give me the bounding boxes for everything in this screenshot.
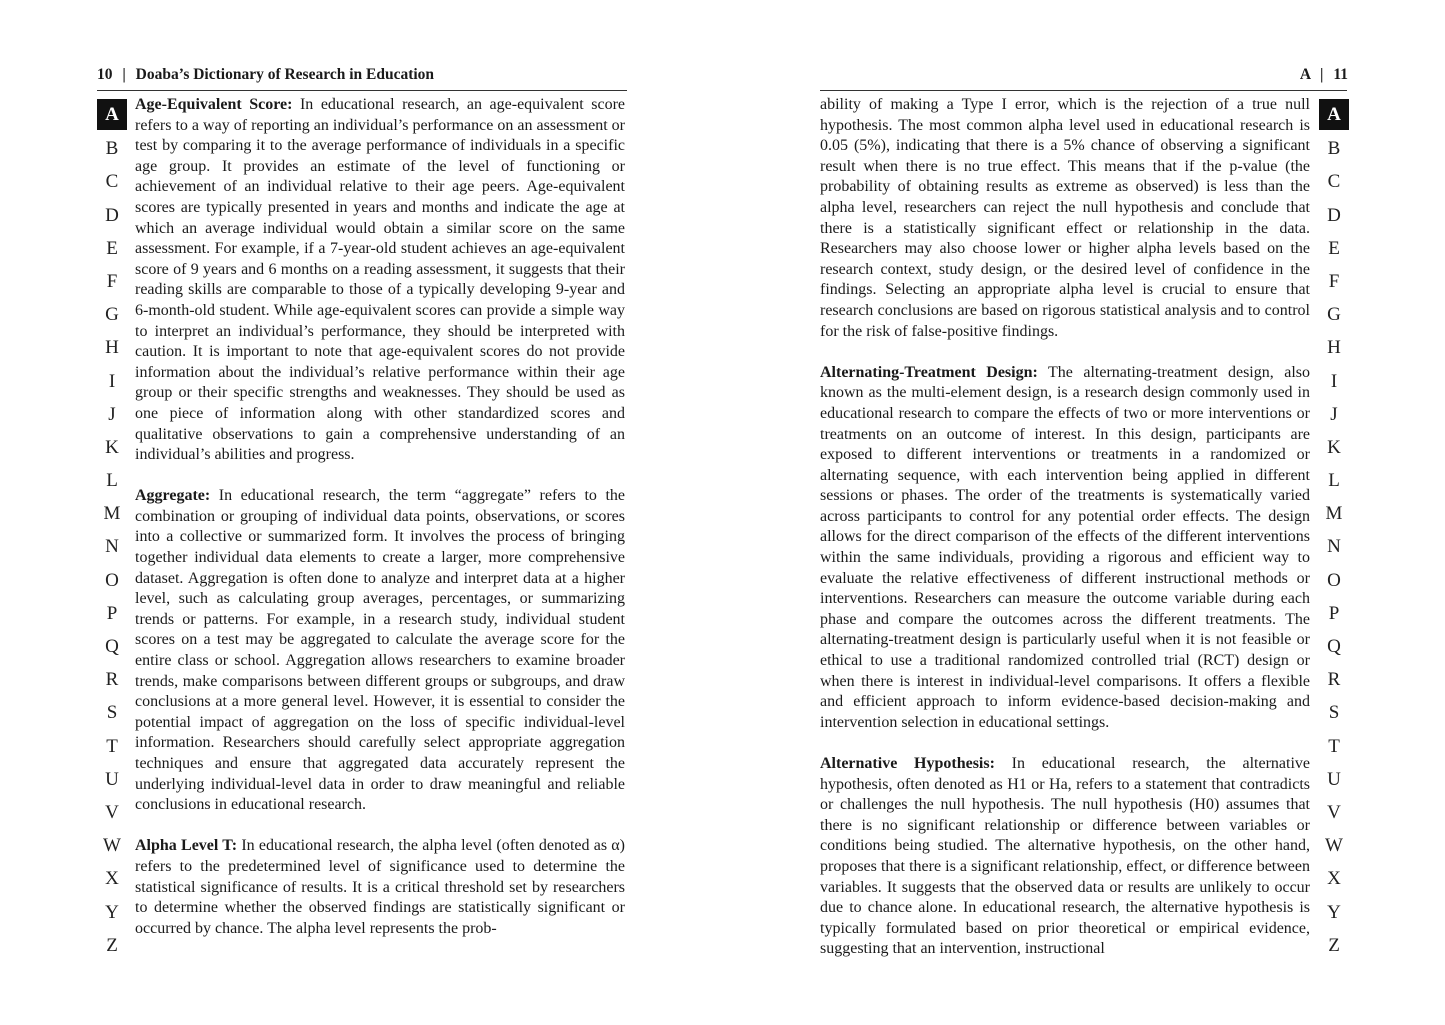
thumb-index-letter-x: X [105,868,119,890]
thumb-index-letter-q: Q [1327,636,1341,657]
entry-definition: The alternating-treatment design, also known as the multi-element design, is a research design commonly used in educational research to compare the effects of two or more interventions or treatments on an outcome of interest. In this design, participants are exposed to different interventions or treatments in a randomized or alternating sequence, with each intervention being applied in different sessions or phases. The order of the treatments is systematically varied across participants to control for any potential order effects. The design allows for the direct comparison of the effects of the different interventions within the same individuals, providing a rigorous and efficient way to evaluate the relative effectiveness of different instructional methods or interventions. Researchers can measure the outcome variable during each phase and compare the outcomes across the different treatments. The alternating-treatment design is particularly useful when it is not feasible or ethical to use a traditional randomized controlled trial (RCT) design or when there is interest in individual-level comparisons. It offers a flexible and efficient approach to inform evidence-based decision-making and intervention selection in educational settings. [820,363,1310,731]
entry-definition: ability of making a Type I error, which is the rejection of a true null hypothesis. The most common alpha level used in educational research is 0.05 (5%), indicating that there is a 5% chance of observing a significant result when there is no true effect. This means that if the p-value (the probability of obtaining results as extreme as observed) is less than the alpha level, researchers can reject the null hypothesis and conclude that there is a statistically significant effect or relationship in the data. Researchers may also choose lower or higher alpha levels based on the research context, study design, or the desired level of confidence in the findings. Selecting an appropriate alpha level is crucial to ensure that research conclusions are based on rigorous statistical analysis and to control for the risk of false-positive findings. [820,96,1310,340]
thumb-index-letter-k: K [1327,436,1341,458]
entry-term: Alpha Level T: [135,837,238,855]
entry-term: Aggregate: [135,487,211,505]
header-rule [97,90,627,91]
page-body [135,95,625,939]
thumb-index-letter-m: M [103,503,121,525]
thumb-index-letter-v: V [105,801,119,823]
header-separator: | [1320,66,1324,83]
thumb-index-letter-r: R [105,669,119,691]
thumb-index-letter-a: A [97,99,127,130]
entry-definition: In educational research, the alpha level (often denoted as α) refers to the predetermined level of significance used to determine the statistical significance of results. It is a critical threshold set by researchers to determine whether the observed findings are statistically significant or occurred by chance. The alpha level represents the prob- [135,837,625,937]
thumb-index-letter-o: O [105,569,119,591]
header-separator: | [122,66,126,83]
dictionary-entry [135,95,625,466]
thumb-index-letter-c: C [105,171,119,193]
running-title: A [1299,66,1311,83]
thumb-index-letter-n: N [105,536,119,558]
thumb-index-letter-y: Y [1327,901,1341,923]
thumb-index-letter-o: O [1327,569,1341,591]
thumb-index-letter-p: P [1328,602,1340,624]
thumb-index-letter-p: P [106,602,118,624]
thumb-index-letter-x: X [1327,868,1341,890]
entry-definition: In educational research, the term “aggregate” refers to the combination or grouping of individual data points, observations, or scores into a collective or summarized form. It involves the process of bringing together individual data elements to create a larger, more comprehensive dataset. Aggregation is often done to analyze and interpret data at a higher level, such as calculating group averages, percentages, or summarizing trends or patterns. For example, in a research study, individual student scores on a test may be aggregated to calculate the average score for the entire class or school. Aggregation allows researchers to examine broader trends, make comparisons between different groups or subgroups, and draw conclusions at a more general level. However, it is essential to consider the potential impact of aggregation on the loss of specific individual-level information. Researchers should carefully select appropriate aggregation techniques and ensure that aggregated data accurately represent the underlying individual-level data in order to draw meaningful and reliable conclusions in educational research. [135,487,625,814]
thumb-index-letter-s: S [1328,702,1340,724]
entry-term: Age-Equivalent Score: [135,96,293,113]
thumb-index-letter-f: F [106,270,118,292]
thumb-index-letter-e: E [1328,237,1340,259]
thumb-index-letter-s: S [106,702,118,724]
page-number: 11 [1333,66,1348,83]
thumb-index-letter-b: B [1327,138,1341,160]
thumb-index-letter-y: Y [105,901,119,923]
entry-term: Alternating-Treatment Design: [820,363,1038,381]
page-body [820,95,1310,960]
thumb-index-letter-g: G [105,304,119,326]
thumb-index-letter-t: T [1328,735,1340,757]
page-number: 10 [97,66,113,83]
thumb-index-letter-j: J [108,403,116,425]
dictionary-entry [820,363,1310,734]
thumb-index-letter-r: R [1327,669,1341,691]
thumb-index-letter-t: T [106,735,118,757]
thumb-index-letter-d: D [1327,204,1341,226]
entry-definition: In educational research, an age-equivalent score refers to a way of reporting an individual’s performance on an assessment or test by comparing it to the average performance of individuals in a specific age group. It provides an estimate of the level of functioning or achievement of an individual relative to their age peers. Age-equivalent scores are typically presented in years and months and indicate the age at which an average individual would obtain a similar score on the same assessment. For example, if a 7-year-old student achieves an age-equivalent score of 9 years and 6 months on a reading assessment, it suggests that their reading skills are comparable to those of a typically developing 9-year and 6-month-old student. While age-equivalent scores can provide a simple way to interpret an individual’s performance, they should be interpreted with caution. It is important to note that age-equivalent scores do not provide information about the individual’s relative performance within their age group or their specific strengths and weaknesses. They should be used as one piece of information along with other standardized scores and qualitative observations to gain a comprehensive understanding of an individual’s abilities and progress. [135,96,626,464]
thumb-index-letter-c: C [1327,171,1341,193]
alphabet-thumb-index [97,99,127,962]
thumb-index-letter-z: Z [106,934,118,956]
thumb-index-letter-i: I [1330,370,1338,392]
thumb-index-letter-b: B [105,138,119,160]
thumb-index-letter-w: W [1325,835,1343,857]
dictionary-entry [135,836,625,939]
entry-definition: In educational research, the alternative hypothesis, often denoted as H1 or Ha, refers to a statement that contradicts or challenges the null hypothesis. The null hypothesis (H0) assumes that there is no significant relationship or difference between variables or conditions being studied. The alternative hypothesis, on the other hand, proposes that there is a significant relationship, effect, or difference between variables. It suggests that the observed data or results are unlikely to occur due to chance alone. In educational research, the alternative hypothesis is typically formulated based on prior theoretical or empirical evidence, suggesting that an intervention, instructional [820,755,1311,958]
thumb-index-letter-q: Q [105,636,119,657]
thumb-index-letter-h: H [1327,337,1341,359]
thumb-index-letter-l: L [1328,470,1340,492]
thumb-index-letter-i: I [108,370,116,392]
entry-term: Alternative Hypothesis: [820,755,995,772]
alphabet-thumb-index [1319,99,1349,962]
thumb-index-letter-w: W [103,835,121,857]
thumb-index-letter-j: J [1330,403,1338,425]
thumb-index-letter-d: D [105,204,119,226]
thumb-index-letter-m: M [1325,503,1343,525]
header-rule [820,90,1347,91]
thumb-index-letter-e: E [106,237,118,259]
thumb-index-letter-g: G [1327,304,1341,326]
thumb-index-letter-a: A [1319,99,1349,130]
thumb-index-letter-z: Z [1328,934,1340,956]
dictionary-entry [820,95,1310,342]
thumb-index-letter-l: L [106,470,118,492]
running-title: Doaba’s Dictionary of Research in Education [135,66,435,83]
dictionary-entry [135,486,625,816]
thumb-index-letter-h: H [105,337,119,359]
thumb-index-letter-k: K [105,436,119,458]
right-page [722,0,1445,1025]
thumb-index-letter-f: F [1328,270,1340,292]
thumb-index-letter-u: U [105,768,119,790]
thumb-index-letter-v: V [1327,801,1341,823]
running-header-right [1300,66,1348,84]
left-page [0,0,722,1025]
thumb-index-letter-n: N [1327,536,1341,558]
dictionary-entry [820,754,1310,960]
running-header-left [97,66,434,84]
thumb-index-letter-u: U [1327,768,1341,790]
